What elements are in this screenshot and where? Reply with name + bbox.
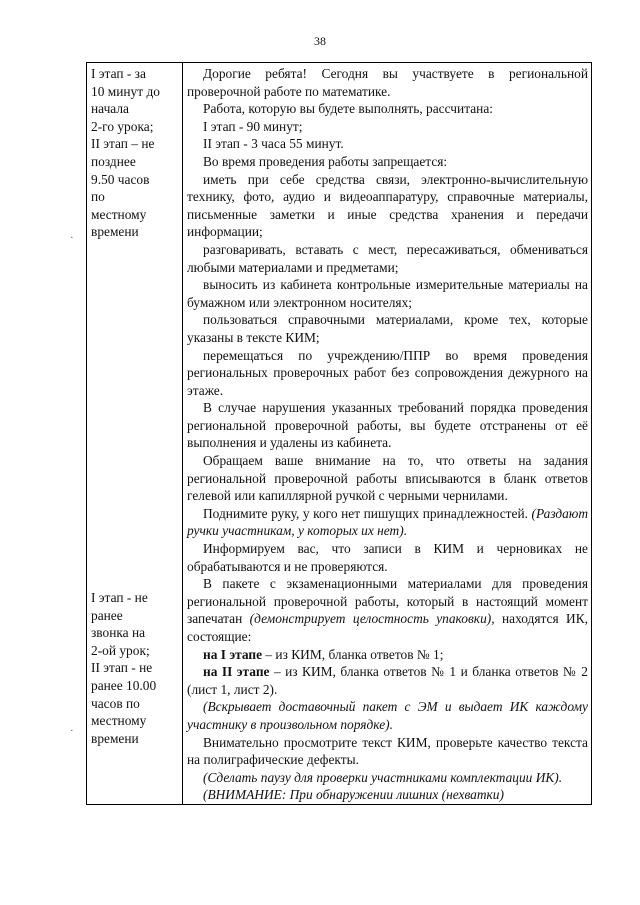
paragraph: В случае нарушения указанных требований порядка проведения региональной проверочной работы, вы будете отстранены от её выполнения и удалены из кабинета. xyxy=(187,400,588,451)
time-line: ранее xyxy=(91,607,123,623)
margin-mark: · xyxy=(70,725,74,737)
paragraph: Внимательно просмотрите текст КИМ, проверьте качество текста на полиграфические дефекты. xyxy=(187,734,588,768)
time-line: 10 минут до xyxy=(91,83,160,99)
time-line: местному xyxy=(91,713,147,729)
time-block-first xyxy=(91,65,179,589)
stage-label: на II этапе xyxy=(203,664,270,680)
stage-direction: (ВНИМАНИЕ: При обнаружении лишних (нехватки) xyxy=(203,787,504,803)
stage-label: на I этапе xyxy=(203,646,263,662)
stage-direction: (Сделать паузу для проверки участниками комплектации ИК). xyxy=(203,769,563,785)
time-line: начала xyxy=(91,101,129,117)
margin-mark: · xyxy=(70,232,74,244)
paragraph xyxy=(187,505,588,540)
paragraph: II этап - 3 часа 55 минут. xyxy=(203,136,344,152)
time-line: I этап - не xyxy=(91,590,148,605)
paragraph xyxy=(187,575,588,645)
instructions-table xyxy=(86,62,592,805)
text-cell xyxy=(183,63,592,805)
stage-direction: (Раздают ручки участникам, у которых их нет). xyxy=(187,505,588,539)
time-cell xyxy=(87,63,183,805)
paragraph: разговаривать, вставать с мест, пересаживаться, обмениваться любыми материалами и предметами; xyxy=(187,241,588,275)
time-line: I этап - за xyxy=(91,66,146,81)
stage-direction: (Вскрывает доставочный пакет с ЭМ и выдает ИК каждому участнику в произвольном порядке). xyxy=(187,699,588,732)
time-line: 9.50 часов xyxy=(91,171,150,187)
time-line: II этап – не xyxy=(91,136,155,152)
page-number: 38 xyxy=(314,34,326,48)
time-line: местному xyxy=(91,206,147,222)
time-line: часов по xyxy=(91,695,140,711)
paragraph-text: Поднимите руку, у кого нет пишущих принадлежностей. xyxy=(203,505,528,521)
paragraph-text: находятся ИК, состоящие: xyxy=(187,611,588,644)
time-line: по xyxy=(91,189,105,205)
paragraph: Информируем вас, что записи в КИМ и черновиках не обрабатываются и не проверяются. xyxy=(187,541,588,574)
time-line: времени xyxy=(91,224,139,240)
time-block-second xyxy=(91,589,179,747)
time-line: 2-го урока; xyxy=(91,118,154,134)
paragraph: перемещаться по учреждению/ППР во время проведения региональных проверочных работ без сопровождения дежурного на этаже. xyxy=(187,347,588,398)
paragraph-text: В пакете с экзаменационными материалами для проведения региональной проверочной работы, который в настоящий момент запечатан xyxy=(187,576,588,627)
time-line: звонка на xyxy=(91,625,146,641)
paragraph: пользоваться справочными материалами, кроме тех, которые указаны в тексте КИМ; xyxy=(187,312,588,345)
paragraph xyxy=(187,663,588,698)
time-line: ранее 10.00 xyxy=(91,677,157,693)
time-line: позднее xyxy=(91,153,136,169)
time-line: II этап - не xyxy=(91,660,153,676)
paragraph: выносить из кабинета контрольные измерительные материалы на бумажном или электронном носителях; xyxy=(187,277,588,310)
table-row xyxy=(87,63,592,805)
paragraph: иметь при себе средства связи, электронно-вычислительную технику, фото, аудио и видеоаппаратуру, справочные материалы, письменные заметки и иные средства хранения и передачи информации; xyxy=(187,171,588,240)
paragraph-text: – из КИМ, бланка ответов № 1 и бланка ответов № 2 (лист 1, лист 2). xyxy=(187,664,588,697)
paragraph: I этап - 90 минут; xyxy=(203,118,303,134)
paragraph xyxy=(187,646,588,664)
paragraph-text: – из КИМ, бланка ответов № 1; xyxy=(265,646,444,662)
paragraph: Работа, которую вы будете выполнять, рассчитана: xyxy=(203,101,493,117)
paragraph: Обращаем ваше внимание на то, что ответы на задания региональной проверочной работы вписываются в бланк ответов гелевой или капиллярной ручкой с черными чернилами. xyxy=(187,453,588,504)
paragraph: Дорогие ребята! Сегодня вы участвуете в региональной проверочной работе по математике. xyxy=(187,66,588,99)
time-line: 2-ой урок; xyxy=(91,642,150,658)
time-line: времени xyxy=(91,730,139,746)
paragraph: Во время проведения работы запрещается: xyxy=(203,153,448,169)
stage-direction: (демонстрирует целостность упаковки), xyxy=(249,611,495,627)
